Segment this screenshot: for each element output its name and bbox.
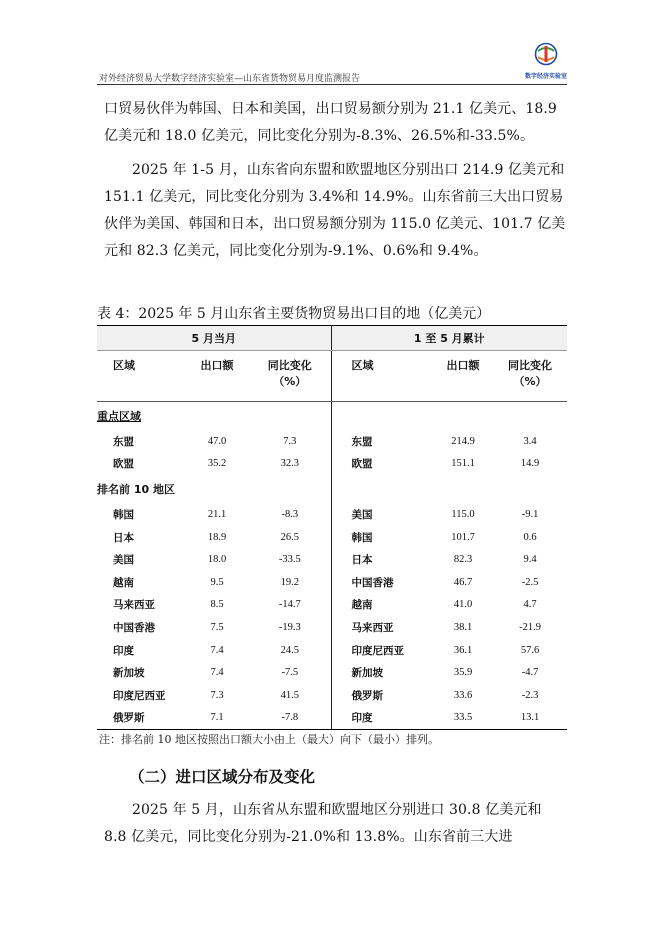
export-value-cell: 101.7	[451, 531, 475, 543]
col-header-yoy	[493, 351, 567, 402]
export-value-cell: 36.1	[453, 644, 473, 656]
table-footnote: 注：排名前 10 地区按照出口额大小由上（最大）向下（最小）排列。	[99, 733, 439, 746]
export-value-cell: 38.1	[453, 621, 473, 633]
region-cell: 印度	[331, 707, 433, 730]
export-value-cell: 82.3	[453, 554, 473, 566]
region-cell: 日本	[351, 554, 373, 567]
export-value-cell: 35.9	[453, 667, 473, 679]
export-value-cell: 18.9	[207, 531, 227, 543]
col-header-region: 区域	[331, 351, 433, 402]
yoy-value-cell: 57.6	[520, 644, 540, 656]
yoy-value-cell: 3.4	[523, 435, 537, 447]
table-row	[97, 548, 567, 571]
group-header-ytd: 1 至 5 月累计	[331, 326, 567, 351]
region-cell: 越南	[351, 599, 373, 612]
table-row	[97, 453, 567, 476]
export-value-cell: 35.2	[207, 458, 227, 470]
col-header-region: 区域	[97, 351, 185, 402]
region-cell: 新加坡	[351, 667, 384, 680]
yoy-value-cell: -7.5	[249, 661, 331, 684]
table-row	[97, 616, 567, 639]
region-cell: 印度尼西亚	[113, 689, 166, 702]
table-caption: 表 4：2025 年 5 月山东省主要货物贸易出口目的地（亿美元）	[97, 306, 491, 322]
export-value-cell: 33.5	[433, 707, 493, 730]
region-cell: 中国香港	[351, 576, 394, 589]
export-value-cell: 33.6	[453, 689, 473, 701]
report-header-title: 对外经济贸易大学数字经济实验室—山东省货物贸易月度监测报告	[99, 74, 361, 84]
group-header-may: 5 月当月	[97, 326, 331, 351]
paragraph-text: 2025 年 1-5 月，山东省向东盟和欧盟地区分别出口 214.9 亿美元和 151.1 亿美元，同比变化分别为 3.4%和 14.9%。山东省前三大出口贸易伙伴为美国、韩国和日本，出口贸易额分别为 115.0 亿美元、101.7 亿美元和 82.3 亿美元，同比变化分别为-9.1%、0.6%和 9.4%。	[104, 162, 566, 259]
section-empty-cell	[331, 402, 567, 431]
table-row	[97, 503, 567, 526]
region-cell: 中国香港	[113, 621, 155, 634]
yoy-value-cell: -2.5	[521, 576, 539, 588]
region-cell: 日本	[113, 531, 134, 544]
export-destinations-table	[97, 325, 567, 730]
table-column-header-row	[97, 351, 567, 402]
section-label-cell	[97, 402, 331, 431]
import-paragraph	[104, 797, 568, 851]
table-row	[97, 430, 567, 453]
lab-logo	[522, 42, 570, 82]
lab-logo-icon	[534, 42, 558, 68]
col-header-yoy-unit: （%）	[273, 375, 307, 388]
export-value-cell: 18.0	[207, 554, 227, 566]
yoy-value-cell: -7.8	[249, 707, 331, 730]
yoy-value-cell: 7.3	[249, 430, 331, 453]
region-cell: 欧盟	[351, 458, 373, 471]
region-cell: 新加坡	[113, 667, 145, 680]
yoy-value-cell: 9.4	[523, 554, 537, 566]
paragraph-text: 口贸易伙伴为韩国、日本和美国，出口贸易额分别为 21.1 亿美元、18.9 亿美元和 18.0 亿美元，同比变化分别为-8.3%、26.5%和-33.5%。	[104, 101, 557, 144]
table-row	[97, 707, 567, 730]
export-value-cell: 41.0	[453, 599, 473, 611]
region-cell: 美国	[113, 554, 134, 567]
yoy-value-cell: -14.7	[249, 594, 331, 617]
intro-paragraph-2	[104, 157, 568, 265]
export-value-cell: 46.7	[453, 576, 473, 588]
col-header-yoy-label: 同比变化	[267, 359, 312, 372]
section-label-cell	[97, 475, 331, 503]
export-value-cell: 214.9	[451, 435, 475, 447]
region-cell: 印度	[113, 644, 134, 657]
yoy-value-cell: -2.3	[521, 689, 539, 701]
yoy-value-cell: 14.9	[520, 458, 540, 470]
col-header-yoy-unit: （%）	[513, 375, 547, 388]
paragraph-text: 2025 年 5 月，山东省从东盟和欧盟地区分别进口 30.8 亿美元和 8.8 亿美元，同比变化分别为-21.0%和 13.8%。山东省前三大进	[104, 802, 542, 845]
yoy-value-cell: 24.5	[249, 639, 331, 662]
section-label-key-regions: 重点区域	[97, 410, 141, 423]
region-cell: 韩国	[113, 508, 134, 521]
header-rule	[97, 84, 567, 85]
intro-paragraph-continued	[104, 96, 568, 150]
export-value-cell: 8.5	[210, 599, 224, 611]
table-row	[97, 571, 567, 594]
region-cell: 马来西亚	[113, 599, 155, 612]
yoy-value-cell: -33.5	[249, 548, 331, 571]
section-row-top10	[97, 475, 567, 503]
export-value-cell: 9.5	[210, 576, 224, 588]
yoy-value-cell: 0.6	[523, 531, 537, 543]
export-value-cell: 7.3	[210, 689, 224, 701]
region-cell: 东盟	[351, 435, 373, 448]
col-header-export: 出口额	[185, 351, 249, 402]
region-cell: 俄罗斯	[97, 707, 185, 730]
yoy-value-cell: -21.9	[519, 621, 541, 633]
table-group-header-row	[97, 326, 567, 351]
table-row	[97, 594, 567, 617]
region-cell: 韩国	[351, 531, 373, 544]
yoy-value-cell: 32.3	[249, 453, 331, 476]
table-row	[97, 684, 567, 707]
export-value-cell: 7.1	[185, 707, 249, 730]
yoy-value-cell: 19.2	[249, 571, 331, 594]
table-row	[97, 639, 567, 662]
region-cell: 俄罗斯	[351, 689, 384, 702]
yoy-value-cell: -19.3	[249, 616, 331, 639]
region-cell: 美国	[351, 508, 373, 521]
section-label-top10: 排名前 10 地区	[97, 483, 175, 497]
yoy-value-cell: 4.7	[523, 599, 537, 611]
section-heading-import: （二）进口区域分布及变化	[129, 768, 316, 786]
region-cell: 印度尼西亚	[351, 644, 405, 657]
col-header-export: 出口额	[433, 351, 493, 402]
table-row	[97, 526, 567, 549]
yoy-value-cell: 41.5	[249, 684, 331, 707]
export-value-cell: 7.4	[210, 644, 224, 656]
section-row-key-regions	[97, 402, 567, 431]
yoy-value-cell: 13.1	[493, 707, 567, 730]
yoy-value-cell: 26.5	[249, 526, 331, 549]
region-cell: 东盟	[113, 435, 134, 448]
export-value-cell: 7.5	[210, 621, 224, 633]
col-header-yoy-label: 同比变化	[508, 359, 553, 372]
export-value-cell: 47.0	[207, 435, 227, 447]
export-value-cell: 115.0	[451, 508, 475, 520]
export-value-cell: 151.1	[451, 458, 475, 470]
region-cell: 越南	[113, 576, 134, 589]
region-cell: 欧盟	[113, 458, 134, 471]
export-value-cell: 21.1	[207, 508, 227, 520]
yoy-value-cell: -4.7	[521, 667, 539, 679]
export-value-cell: 7.4	[210, 667, 224, 679]
yoy-value-cell: -9.1	[521, 508, 539, 520]
region-cell: 马来西亚	[351, 621, 394, 634]
table-body	[97, 402, 567, 730]
yoy-value-cell: -8.3	[249, 503, 331, 526]
table-row	[97, 661, 567, 684]
lab-logo-caption: 数字经济实验室	[524, 73, 567, 80]
section-empty-cell	[331, 475, 567, 503]
col-header-yoy	[249, 351, 331, 402]
